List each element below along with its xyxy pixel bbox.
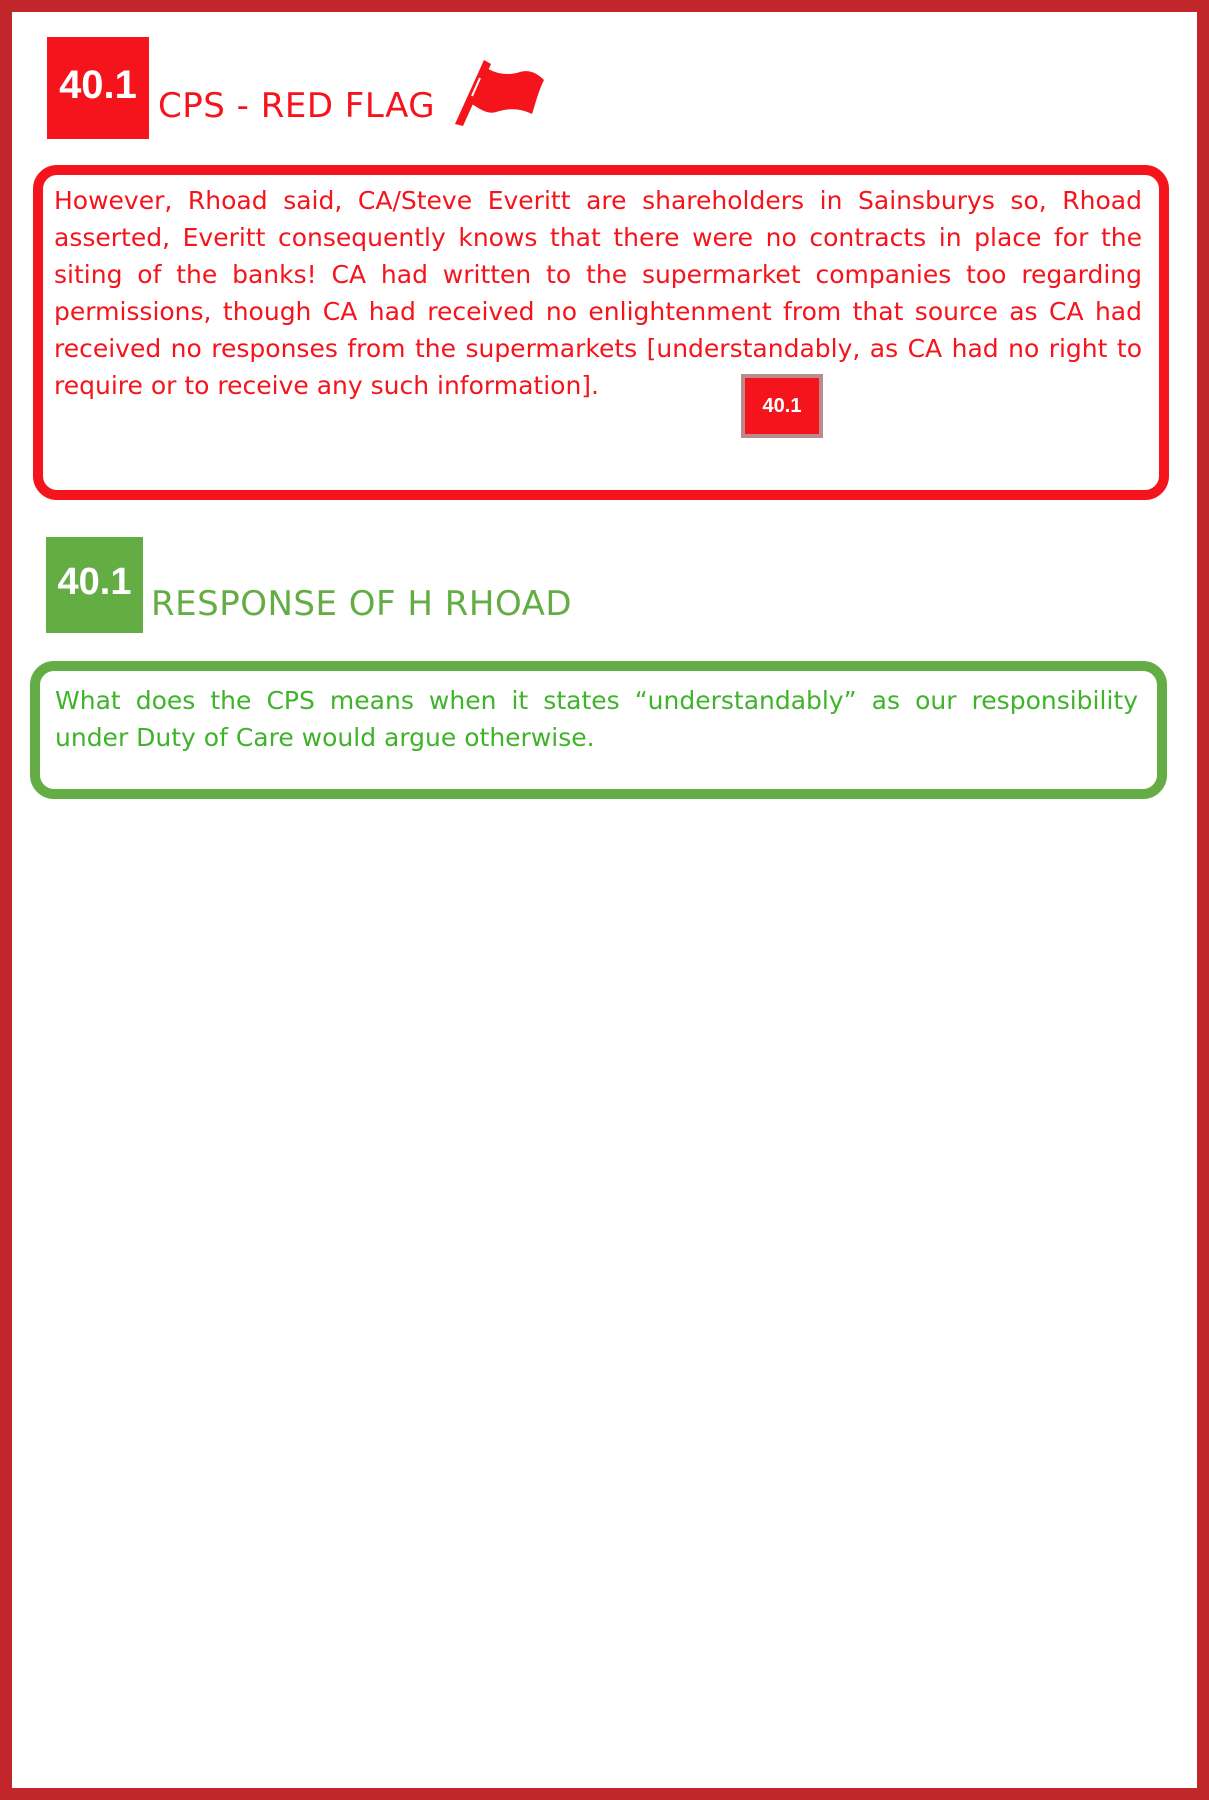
red-flag-icon [450, 56, 546, 130]
cps-section-number: 40.1 [47, 37, 149, 139]
cps-statement-text: However, Rhoad said, CA/Steve Everitt are shareholders in Sainsburys so, Rhoad asserted, Everitt consequently knows that there were no contracts in place for the siting of the banks! CA had written to the supermarket companies too regarding permissions, though CA had received no enlightenment from that source as CA had received no responses from the supermarkets [understandably, as CA had no right to require or to receive any such information]. [54, 186, 1142, 400]
response-section-title: RESPONSE OF H RHOAD [151, 584, 573, 624]
response-text: What does the CPS means when it states “understandably” as our responsibility under Duty of Care would argue otherwise. [55, 686, 1138, 752]
cps-section-title: CPS - RED FLAG [158, 86, 436, 126]
response-section-number: 40.1 [46, 537, 143, 633]
reference-badge: 40.1 [741, 374, 823, 438]
